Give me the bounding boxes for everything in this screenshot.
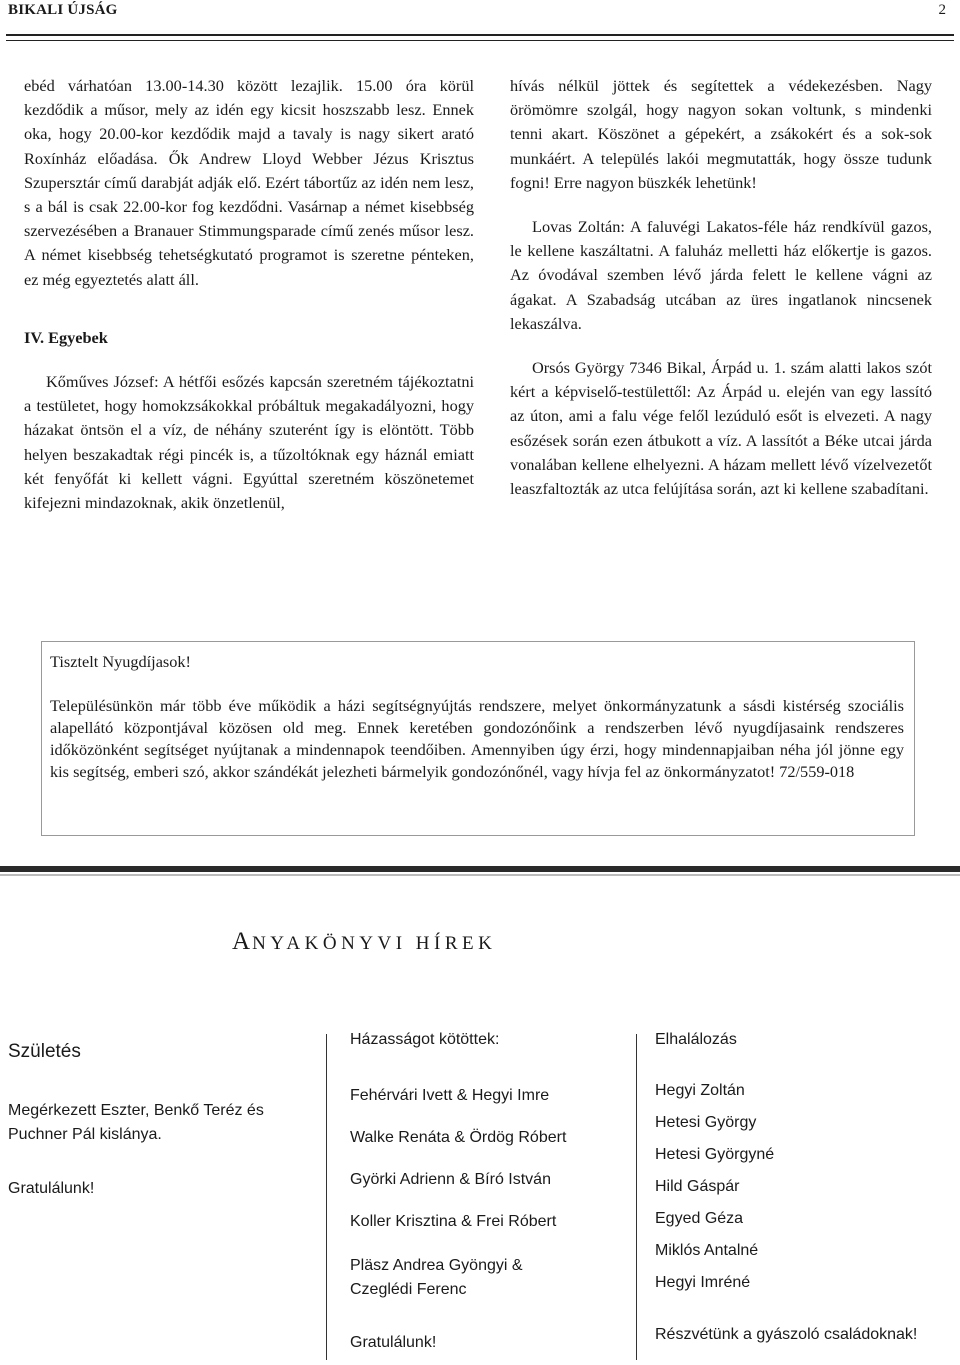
title-rest: NYAKÖNYVI HÍREK <box>252 933 497 954</box>
marriage-couple: Györki Adrienn & Bíró István <box>350 1171 551 1188</box>
deceased-name: Miklós Antalné <box>655 1242 759 1259</box>
deceased-name: Hild Gáspár <box>655 1178 740 1195</box>
section-divider-shadow <box>0 874 960 876</box>
page-header <box>0 0 960 44</box>
deceased-name: Egyed Géza <box>655 1210 744 1227</box>
pensioners-notice-box <box>41 641 915 836</box>
right-para-2: Lovas Zoltán: A faluvégi Lakatos-féle ház rendkívül gazos, le kellene kaszáltatni. A faluház melletti ház előkertje is gazos. Az óvodával szemben lévő járda felett le kellene vágni az ágakat. A Szabadság utcában az üres ingatlanok nincsenek lekaszálva. <box>510 217 932 333</box>
marriages-congrats: Gratulálunk! <box>350 1334 437 1351</box>
newspaper-title: BIKALI ÚJSÁG <box>8 2 118 18</box>
right-column <box>510 74 932 501</box>
marriage-couple: Pläsz Andrea Gyöngyi & Czeglédi Ferenc <box>350 1257 523 1298</box>
marriage-couple: Fehérvári Ivett & Hegyi Imre <box>350 1087 550 1104</box>
deaths-condolence: Részvétünk a gyászoló családoknak! <box>655 1326 918 1343</box>
births-heading: Születés <box>8 1041 81 1062</box>
births-text: Megérkezett Eszter, Benkő Teréz és Puchner Pál kislánya. <box>8 1102 264 1143</box>
marriages-heading: Házasságot kötöttek: <box>350 1031 500 1048</box>
right-para-1: hívás nélkül jöttek és segítettek a védekezésben. Nagy örömömre szolgál, hogy nagyon sokan voltunk, s mindenki tenni akart. Köszönet a gépekért, a zsákokért és a sok-sok munkáért. A település lakói megmutatták, hogy össze tudunk fogni! Erre nagyon büszkék lehetünk! <box>510 76 932 192</box>
marriage-couple: Koller Krisztina & Frei Róbert <box>350 1213 557 1230</box>
column-separator <box>636 1034 637 1360</box>
section-title: IV. Egyebek <box>24 327 108 347</box>
column-separator <box>326 1034 327 1360</box>
title-initial: A <box>232 928 253 955</box>
deceased-name: Hetesi Györgyné <box>655 1146 775 1163</box>
registry-news-title <box>232 928 496 956</box>
marriage-couple: Walke Renáta & Ördög Róbert <box>350 1129 567 1146</box>
left-para-2: Kőműves József: A hétfői esőzés kapcsán szeretném tájékoztatni a testületet, hogy homokzsákokkal próbáltuk megakadályozni, hogy házakat öntsön el a víz, de néhány szuterént így is elöntött. Több helyen beszakadtak régi pincék is, a tűzoltóknak egy háznál emiatt két fenyőfát ki kellett vágni. Egyúttal szeretném köszönetemet kifejezni mindazoknak, akik önzetlenül, <box>24 372 474 513</box>
notice-greeting: Tisztelt Nyugdíjasok! <box>50 652 191 671</box>
header-rule-thin <box>6 40 954 41</box>
section-divider <box>0 866 960 872</box>
deaths-heading: Elhalálozás <box>655 1031 737 1048</box>
left-column <box>24 74 474 515</box>
notice-body: Településünkön már több éve működik a házi segítségnyújtás rendszere, melyet önkormányzatunk a sásdi kistérség szociális alapellátó központjával közösen old meg. Ennek keretében gondozónőink a rendszerben lévő nyugdíjasaink rendszeres időközönként segítséget nyújtanak a mindennapok teendőiben. Amennyiben úgy érzi, hogy mindennapjaiban néha jól jönne egy kis segítség, emberi szó, akkor szándékát jelezheti bármelyik gondozónőnél, vagy hívja fel az önkormányzatot! 72/559-018 <box>50 696 904 781</box>
header-rule <box>6 34 954 36</box>
deceased-name: Hegyi Zoltán <box>655 1082 745 1099</box>
deceased-name: Hegyi Imréné <box>655 1274 751 1291</box>
births-congrats: Gratulálunk! <box>8 1180 95 1197</box>
page-number: 2 <box>938 2 946 18</box>
deceased-name: Hetesi György <box>655 1114 757 1131</box>
left-para-1: ebéd várhatóan 13.00-14.30 között lezajlik. 15.00 óra körül kezdődik a műsor, mely az idén egy kicsit hoszszabb lesz. Ennek oka, hogy 20.00-kor kezdődik majd a tavaly is nagy sikert arató Roxínház előadása. Ők Andrew Lloyd Webber Jézus Krisztus Szupersztár című darabját adják elő. Ezért tábortűz az idén nem lesz, s a bál is csak 22.00-kor fog kezdődni. Vasárnap a német kisebbség szervezésében a Branauer Stimmungsparade című zenés műsor lesz. A német kisebbség tehetségkutató programot is szeretne pénteken, ez még egyeztetés alatt áll. <box>24 76 474 289</box>
right-para-3: Orsós György 7346 Bikal, Árpád u. 1. szám alatti lakos szót kért a képviselő-testülettől: Az Árpád u. elején van egy lassító az úton, ami a falu vége felől lezúduló esőt is elvezeti. A nagy esőzések során ezen átbukott a víz. A lassítót a Béke utcai járda vonalában kellene elhelyezni. A házam mellett lévő vízelvezetőt leaszfaltozták az utca felújítása során, azt ki kellene szabadítani. <box>510 358 932 499</box>
